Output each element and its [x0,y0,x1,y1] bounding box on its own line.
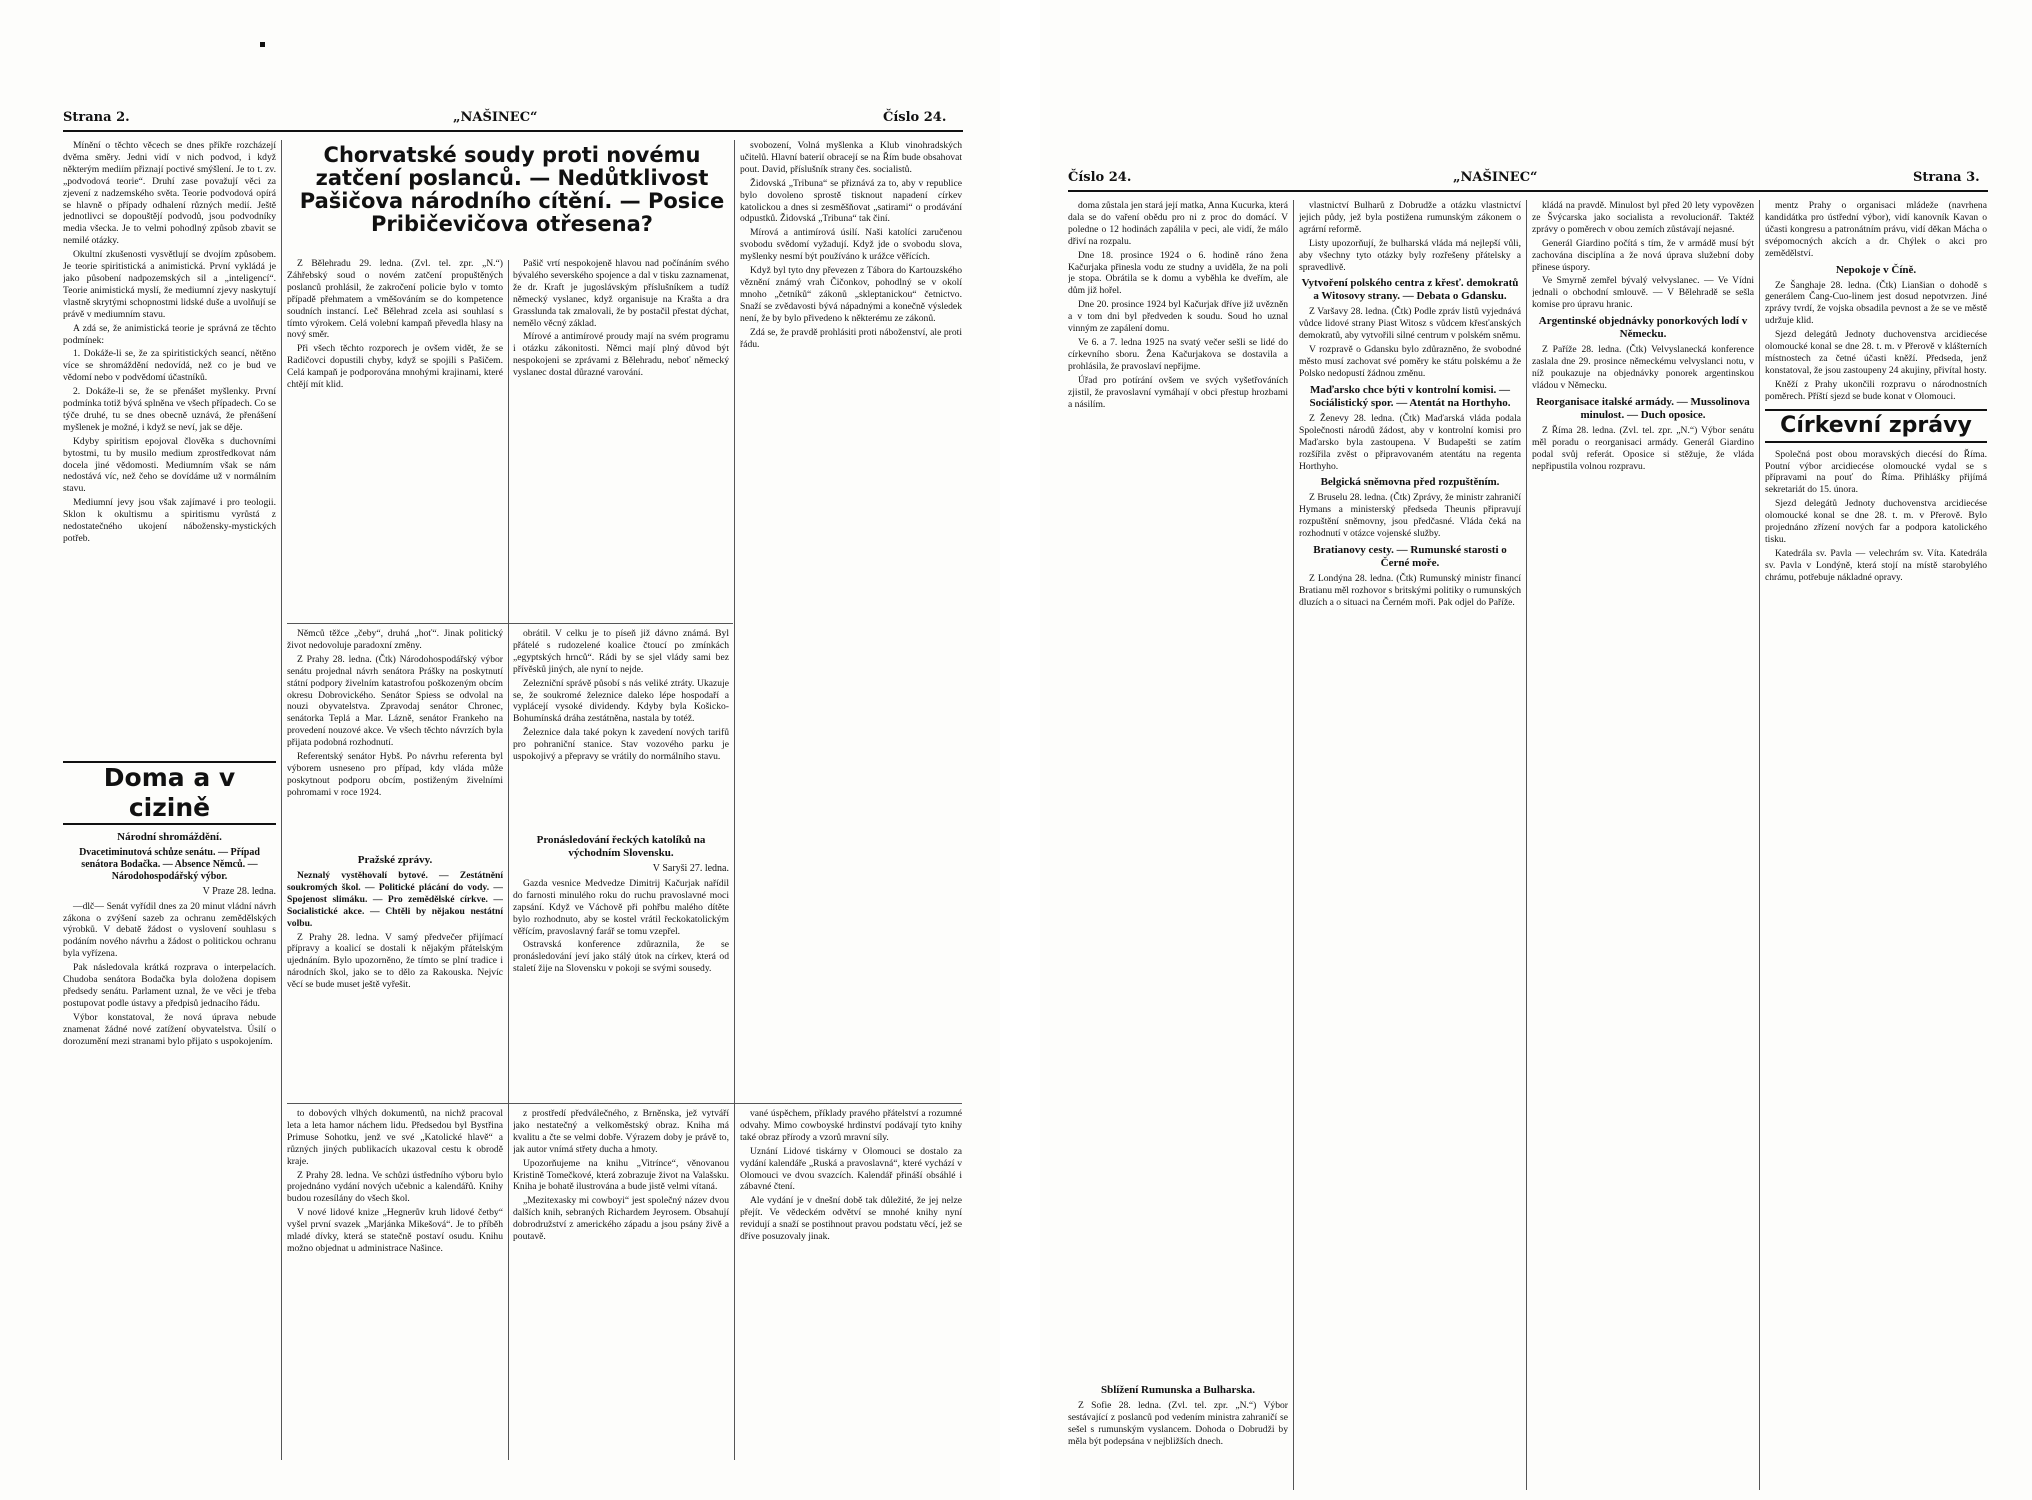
paragraph: Okultní zkušenosti vysvětlují se dvojím způsobem. Je teorie spiritistická a animistická. První vykládá je jako působení nadpozemských sil a „inteligencí“. Teorie animistická myslí, že mediumní zjevy naskytují vlastně skrytými schopnostmi lidské duše a uvolňují se právě v mediumním stavu. [63,249,276,320]
paragraph: Němců těžce „čeby“, druhá „hoť“. Jinak politický život nedovoluje paradoxní změny. [287,628,503,651]
paragraph: „Mezitexasky mi cowboyi“ jest společný název dvou dalších knih, sebraných Richardem Jeyrosem. Obsahují dobrodružství z amerického západu a jsou psány živě a poutavě. [513,1195,729,1243]
paragraph: Neznalý vystěhovalí bytové. — Zestátnění soukromých škol. — Politické plácání do vody. — Spojenost slimáku. — Pro zemědělské církve. — Socialistické akce. — Chtěli by nějakou nestátní volbu. [287,870,503,929]
article-heading: Belgická sněmovna před rozpuštěním. [1320,476,1500,489]
paragraph: Z Bruselu 28. ledna. (Čtk) Zprávy, že ministr zahraničí Hymans a ministerský předseda Theunis připravují rozpuštění sněmovny, jsou předčasné. Vláda čeká na rozhodnutí v otázce vojenské služby. [1299,492,1521,540]
article-heading: Pronásledování řeckých katolíků na východním Slovensku. [536,834,706,859]
paragraph: Z Bělehradu 29. ledna. (Zvl. tel. zpr. „N.“) Záhřebský soud o novém zatčení propuštěných poslanců prohlásil, že zakročení policie bylo v tomto případě přehmatem a vměšováním se do kompetence soudních instancí. Leč Bělehrad zcela asi souhlasí s tímto výrokem. Celá volební kampaň převedla hlasy na nový směr. [287,258,503,341]
header-rule [63,130,963,132]
paper-name: „NAŠINEC“ [453,110,538,125]
paragraph: Uznání Lidové tiskárny v Olomouci se dostalo za vydání kalendáře „Ruská a pravoslavná“, které vychází v Olomouci ve dvou svazcích. Kalendář přináší obsáhlé i zábavné čtení. [740,1145,962,1193]
paragraph: Výbor konstatoval, že nová úprava nebude znamenat žádné nové zatížení obyvatelstva. Úsilí o dorozumění mezi stranami bylo přijato s uspokojením. [63,1011,276,1047]
subheading: Národní shromáždění. [117,831,222,843]
paragraph: Z Prahy 28. ledna. V samý předvečer přijímací přípravy a koalicí se dostali k nějakým přátelským ujednáním. Bylo upozorněno, že tímto se plní tradice i národních škol, jako se to dělo za Rakouska. Nejvíc věcí se bude muset ještě vyřešit. [287,931,503,991]
column-b [1299,200,1521,1490]
left-newspaper-page [0,0,1000,1500]
dateline: V Saryši 27. ledna. [652,863,729,874]
paragraph: Z Říma 28. ledna. (Zvl. tel. zpr. „N.“) Výbor senátu měl poradu o reorganisaci armády. Generál Giardino podal svůj referát. Oposice si stěžuje, že vláda nepřipustila volnou rozpravu. [1532,424,1754,472]
article-separator [287,623,733,624]
paragraph: Generál Giardino počítá s tím, že v armádě musí být zachována disciplína a že nová úprava služební doby přinese úspory. [1532,237,1754,273]
column-divider [1759,200,1760,1490]
column-divider [1526,200,1527,1490]
paragraph: Zdá se, že pravdě prohlásiti proti náboženství, ale proti řádu. [740,326,962,350]
article-heading: Reorganisace italské armády. — Mussolinova minulost. — Duch oposice. [1536,395,1750,421]
article-sblizeni [1068,1380,1288,1490]
paragraph: Úřad pro potírání ovšem ve svých vyšetřováních zjistil, že pravoslavní vymáhají v obci přestup hrozbami a násilím. [1068,374,1288,410]
left-page-header [63,110,963,130]
paragraph: doma zůstala jen stará její matka, Anna Kucurka, která dala se do vaření obědu pro ni z proc do domácí. V poledne o 12 hodinách zapálila v peci, ale vidí, že málo dřiví na rozpalu. [1068,200,1288,247]
article-zeleznice [513,628,729,828]
paragraph: V rozpravě o Gdansku bylo zdůrazněno, že svobodné město musí zachovat své poměry ke státu polskému a že Polsko nedopustí žádnou změnu. [1299,344,1521,379]
article-heading: Vytvoření polského centra z křesť. demokratů a Witosovy strany. — Debata o Gdansku. [1301,277,1519,303]
paragraph: Listy upozorňují, že bulharská vláda má nejlepší vůli, aby všechny tyto otázky byly rozřešeny přátelsky a spravedlivě. [1299,237,1521,273]
paragraph: Sjezd delegátů Jednoty duchovenstva arcidiecése olomoucké konal se dne 28. t. m. v Přerově. Bylo projednáno zřízení nových far a podpora katolického tisku. [1765,498,1987,545]
article-chorvatske-soudy [287,140,737,620]
article-volna-myslenka [740,140,962,1100]
article-column-b [513,258,729,381]
paragraph: —dlč— Senát vyřídil dnes za 20 minut vládní návrh zákona o zvýšení sazeb za ochranu zemědělských výrobků. V debatě žádost o vyslovení souhlasu s podáním nového návrhu a žádost o politickou ochranu byla vyřízena. [63,900,276,960]
paragraph: Židovská „Tribuna“ se přiznává za to, aby v republice bylo dovoleno sprostě tisknout napadení církev katolickou a dnes si zesměšňovat „satirami“ o prodávání odpustků. Židovská „Tribuna“ tak činí. [740,177,962,225]
article-heading: Nepokoje v Číně. [1835,263,1917,276]
article-knihy-2 [513,1108,729,1458]
paragraph: Mínění o těchto věcech se dnes příkře rozcházejí dvěma směry. Jedni vidí v nich podvod, i když některým mediím přiznají poctivé smýšlení. Je to t. zv. „podvodová teorie“. Druhí zase považují věci za zjevení z nadzemského světa. Teorie podvodová opírá se hlavně o případy odhalení různých medií. Ještě jednotlivci se dopouštějí podvodů, jsou podvodníky media všecka. Je to velmi pohodlný způsob zbavit se nemilé otázky. [63,140,276,247]
page-gutter [1000,0,1040,1500]
paragraph: Ze Šanghaje 28. ledna. (Čtk) Lianšian o dohodě s generálem Čang-Cuo-linem jest dosud nepotvrzen. Jiné zprávy tvrdí, že vojska obsadila pevnost a že se ve městě udržuje klid. [1765,279,1987,327]
column-d [1765,200,1987,1490]
paragraph: Z Varšavy 28. ledna. (Čtk) Podle zpráv listů vyjednává vůdce lidové strany Piast Witosz s vůdcem křesťanských demokratů, aby vytvořili silné centrum v polském sněmu. [1299,306,1521,342]
paragraph: Zelezniční správě působí s nás veliké ztráty. Ukazuje se, že soukromé železnice daleko lépe hospodaří a vyplácejí vysoké dividendy. Kdyby byla Košicko-Bohumínská dráha zestátněna, nastala by totéž. [513,677,729,725]
paragraph: Sjezd delegátů Jednoty duchovenstva arcidiecése olomoucké konal se dne 28. t. m. v Přerově v klášterních místnostech za četné účasti kněží. Předseda, jenž konstatoval, že jsou zastoupeny 24 akujiny, přivítal hosty. [1765,329,1987,376]
article-heading: Bratianovy cesty. — Rumunské starosti o Černé moře. [1313,544,1507,570]
paragraph: obrátil. V celku je to píseň již dávno známá. Byl přátelé s rudozelené koalice čtoucí po zmínkách „egyptských hrnců“. Rádi by se sjel vlády sami bez přívěsků jiných, ale nyní to nejde. [513,628,729,675]
paragraph: V nové lidové knize „Hegnerův kruh lidové četby“ vyšel první svazek „Marjánka Mikešová“. Je to příběh mladé dívky, která se statečně postaví osudu. Knihu možno objednat u administrace Našince. [287,1207,503,1254]
paragraph: 2. Dokáže-li se, že se přenášet myšlenky. První podmínka totiž bývá splněna ve všech případech. Co se týče druhé, tu se dnes obecně uznává, že přenášení myšlenek je možné, i když se neví, jak se děje. [63,386,276,433]
paragraph: Z Prahy 28. ledna. (Čtk) Národohospodářský výbor senátu projednal návrh senátora Prášky na poskytnutí státní podpory živelním katastrofou poškozeným obcím okresu Dobrovického. Senátor Spiess se odvolal na nouzi obyvatelstva. Zpravodaj senátor Chronec, senátorka Teplá a Mar. Lázně, senátor Frankeho na provedení nouzové akce. Ve všech těchto návrzích byla přijata podobná rozhodnutí. [287,653,503,749]
paragraph: Ale vydání je v dnešní době tak důležité, že jej nelze přejít. Ve vědeckém odvětví se mnohé knihy nyní revidují a snaží se postihnout pravou podstatu věcí, jež se dříve posuzovaly jinak. [740,1195,962,1243]
right-newspaper-page [1040,0,2032,1500]
paragraph: Upozorňujeme na knihu „Vitrínce“, věnovanou Kristině Tomečkové, která zobrazuje život na Valašsku. Kniha je bohatě ilustrována a bude jistě velmi vítaná. [513,1157,729,1193]
paragraph: Pak následovala krátká rozprava o interpelacích. Chudoba senátora Bodačka byla doložena dopisem předsedy senátu. Parlament uznal, že ve věci je třeba postupovat podle ústavy a předpisů jednacího řádu. [63,962,276,1009]
paragraph: Ve Smyrně zemřel bývalý velvyslanec. — Ve Vídni jednali o obchodní smlouvě. — V Bělehradě se sešla komise pro úpravu hranic. [1532,275,1754,311]
paragraph: 1. Dokáže-li se, že za spiritistických seancí, nětěno více se shromáždění nedovídá, než co je bud ve vědomí nebo v podvědomí účastníků. [63,348,276,384]
paragraph: svobození, Volná myšlenka a Klub vinohradských učitelů. Hlavní baterií obracejí se na Řím bude obsahovat pout. David, příslušník strany čes. socialistů. [740,140,962,175]
paper-name: „NAŠINEC“ [1453,170,1538,185]
column-c [1532,200,1754,1490]
page-number: Strana 3. [1913,170,1980,185]
section-doma-a-v-cizine [63,755,276,1455]
paragraph: Mírové a antimírové proudy mají na svém programu i otázku zákonitosti. Němci mají plný důvod být nespokojeni se zprávami z Bělehradu, neboť německý vyslanec dostal důrazné varování. [513,331,729,379]
paragraph: Dne 20. prosince 1924 byl Kačurjak dříve již uvězněn a v tom dni byl předveden k soudu. Soud ho uznal vinným ze zapálení domu. [1068,299,1288,335]
paragraph: kládá na pravdě. Minulost byl před 20 lety vypovězen ze Švýcarska jako socialista a revolucionář. Taktéž zprávy o poměrech v obou zemích zůstávají nejasné. [1532,200,1754,235]
paragraph: z prostředí předválečného, z Brněnska, jež vytváří jako nestatečný a velkoměstský obraz. Kniha má kvalitu a čte se velmi dobře. Výrazem doby je právě to, jak autor vnímá střety ducha a hmoty. [513,1108,729,1155]
article-prazske-zpravy [287,850,503,1100]
paragraph: Z Prahy 28. ledna. Ve schůzi ústředního výboru bylo projednáno vydání nových učebnic a kalendářů. Knihy budou rozesílány do všech škol. [287,1169,503,1205]
section-title: Církevní zprávy [1765,409,1987,443]
article-column-a [287,258,503,393]
paragraph: Z Paříže 28. ledna. (Čtk) Velvyslanecká konference zaslala dne 29. prosince německému velvyslanci notu, v níž poukazuje na objednávky ponorek argentinskou vládou v Německu. [1532,344,1754,391]
paragraph: Ve 6. a 7. ledna 1925 na svatý večer sešli se lidé do církevního sboru. Žena Kačurjakova se dostavila a prohlásila, že pravoslaví nepřijme. [1068,336,1288,372]
paragraph: Referentský senátor Hybš. Po návrhu referenta byl výborem usneseno pro případ, kdy vláda může poskytnout podporu obcím, postiženým živelními pohromami v roce 1924. [287,751,503,798]
issue-number: Číslo 24. [1068,170,1132,185]
paragraph: Kdyby spiritism epojoval člověka s duchovními bytostmi, tu by musilo medium zprostředkovat nám docela jiné vědomosti. Mediumním však se nám nedostává víc, než čeho se dovídáme už v normálním stavu. [63,435,276,495]
column-divider [281,140,282,1460]
paragraph: Mírová a antimírová úsilí. Naši katolíci zaručenou svobodu svědomí vyžadují. Když jde o svobodu slova, myšlenky nesmí být používáno k urážce věřících. [740,227,962,263]
paragraph: to dobových vlhých dokumentů, na nichž pracoval leta a leta hamor náchem lidu. Předsedou byl Bystřina Primuse Sohotku, jenž ve své „Katolické hlavě“ a různých jiných publikacích ukazoval cestu k obrodě kraje. [287,1108,503,1167]
paragraph: Z Ženevy 28. ledna. (Čtk) Maďarská vláda podala Společnosti národů žádost, aby v kontrolní komisi pro Maďarsko byla zastoupena. V Budapešti se zatím rozšířila zvěst o připravovaném atentátu na regenta Horthyho. [1299,412,1521,472]
article-heading: Maďarsko chce býti v kontrolní komisi. — Sociálistický spor. — Atentát na Horthyho. [1309,383,1511,409]
paragraph: mentz Prahy o organisaci mládeže (navrhena kandidátka pro ústřední výbor), vidí kanovník Kavan o účasti kongresu a patronátním právu, vidí děkan Mácha o svépomocných akcích a dr. Chýlek o akci pro zemědělství. [1765,200,1987,259]
paragraph: A zdá se, že animistická teorie je správná ze těchto podmínek: [63,322,276,346]
article-knihy-3 [740,1108,962,1458]
column-divider [734,140,735,1460]
subheading-summary: Dvacetiminutová schůze senátu. — Případ senátora Bodačka. — Absence Němců. — Národohospodářský výbor. [79,847,260,882]
column-divider [1293,200,1294,1490]
paragraph: Pašič vrtí nespokojeně hlavou nad počínáním svého bývalého severského spojence a dal v tisku zaznamenat, že dr. Kraft je jugoslávským příslušníkem a tudíž německý vyslanec, když organisuje na Krašta a dra Grasslunda tak zmalovali, že by postačil přestat dýchat, nemělo věcný základ. [513,258,729,329]
right-page-header [1068,170,1988,190]
article-okultism [63,140,276,752]
page-mark [260,42,265,47]
article-narodohospodarsky [287,628,503,848]
paragraph: Z Londýna 28. ledna. (Čtk) Rumunský ministr financí Bratianu měl rozhovor s britskými politiky o rumunských dluzích a o situaci na Černém moři. Pak odjel do Paříže. [1299,573,1521,608]
paragraph: vané úspěchem, příklady pravého přátelství a rozumné odvahy. Mimo cowboyské hrdinství podávají tyto knihy také obraz přírody a vzorů mravní síly. [740,1108,962,1143]
header-rule [1068,190,1988,192]
paragraph: Gazda vesnice Medvedze Dimitrij Kačurjak nařídil do farnosti minulého roku do ruchu pravoslavné moci zapsání. Když ve Váchově při pohřbu malého dítěte bylo rozhodnuto, aby se kostel vrátil řeckokatolickým věřícím, pravoslavný farář se tomu vzepřel. [513,877,729,937]
article-heading: Pražské zprávy. [357,854,433,866]
paragraph: Společná post obou moravských diecésí do Říma. Poutní výbor arcidiecése olomoucké vydal se s přípravami na pouť do Říma. Přihlášky přijímá sekretariát do 15. února. [1765,448,1987,496]
paragraph: Kněží z Prahy ukončili rozpravu o národnostních poměrech. Příští sjezd se bude konat v Olomouci. [1765,378,1987,402]
paragraph: vlastnictví Bulharů z Dobrudže a otázku vlastnictví jejich půdy, jež byla postižena rumunským zákonem o agrární reformě. [1299,200,1521,235]
paragraph: Katedrála sv. Pavla — velechrám sv. Víta. Katedrála sv. Pavla v Londýně, která stojí na místě starobylého chrámu, potřebuje nákladné opravy. [1765,547,1987,583]
column-divider [508,260,509,1460]
paragraph: Z Sofie 28. ledna. (Zvl. tel. zpr. „N.“) Výbor sestávající z poslanců pod vedením ministra zahraničí se sešel s rumunským vyslancem. Dohoda o Dobrudži by měla být podepsána v nejbližších dnech. [1068,1400,1288,1447]
issue-number: Číslo 24. [883,110,947,125]
section-title: Doma a v cizině [63,761,276,825]
paragraph: Když byl tyto dny převezen z Tábora do Kartouzského věznění známý vrah Čičonkov, pohodlný se v okolí mnoho „četníků“ zákonů „skleptanickou“ četnictvo. Snaží se zvědavosti bývá nápadnými a konečně výsledek není, že by bylo přivedeno k některému ze zákonů. [740,265,962,324]
article-knihy-1 [287,1108,503,1458]
paragraph: Železnice dala také pokyn k zavedení nových tarifů pro pohraniční stanice. Stav vozového parku je uspokojivý a přepravy se vrátily do normálního stavu. [513,727,729,763]
article-separator [287,1103,962,1104]
paragraph: Mediumní jevy jsou však zajímavé i pro teologii. Sklon k okultismu a spiritismu vyrůstá z nedostatečného ukojení nábožensky-mystických potřeb. [63,497,276,544]
dateline: V Praze 28. ledna. [202,885,276,897]
article-heading: Argentinské objednávky ponorkových lodí v Německu. [1538,315,1748,341]
paragraph: Dne 18. prosince 1924 o 6. hodině ráno žena Kačurjaka přinesla vodu ze studny a uviděla, že na poli je stopa. Obrátila se k domu a vyběhla ke dveřím, ale dům již hořel. [1068,249,1288,297]
paragraph: Ostravská konference zdůraznila, že se pronásledování jeví jako stálý útok na církev, která od staletí žije na Slovensku v pokoji se svými sousedy. [513,939,729,975]
article-kacurjak [1068,200,1288,1100]
article-heading: Sblížení Rumunska a Bulharska. [1100,1384,1256,1396]
article-headline: Chorvatské soudy proti novému zatčení poslanců. — Nedůtklivost Pašičova národního cítění. — Posice Pribičevičova otřesena? [299,143,725,236]
page-number: Strana 2. [63,110,130,125]
article-pronasledovani [513,830,729,1100]
paragraph: Při všech těchto rozporech je ovšem vidět, že se Radičovci dopustili chyby, když se spojili s Pašičem. Celá kampaň je podporována mnohými krajinami, které chtějí mít klid. [287,343,503,391]
